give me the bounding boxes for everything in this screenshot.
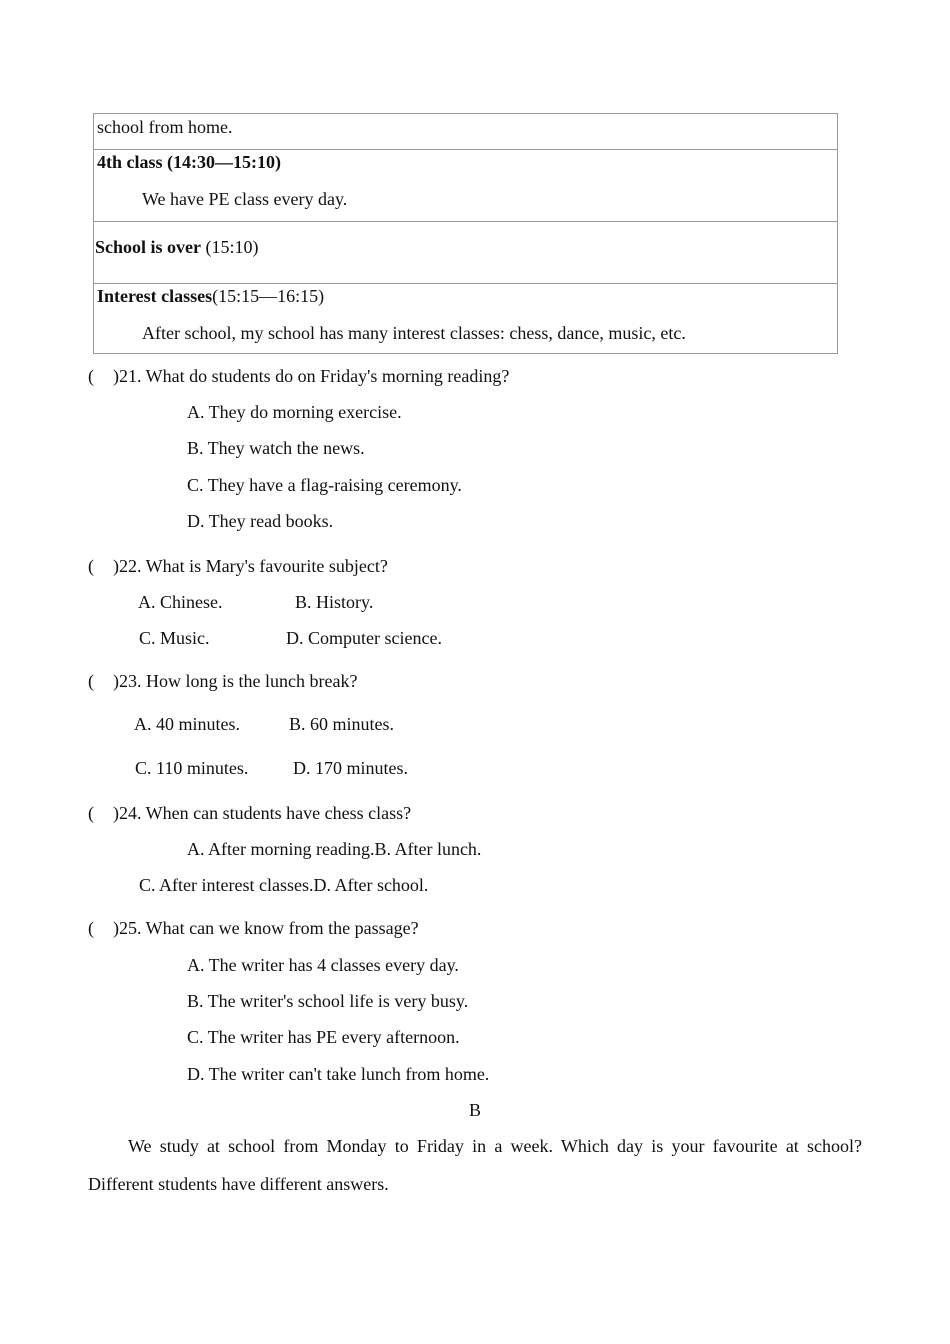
answer-bracket: ( [88,556,94,576]
question-25 [88,918,419,940]
passage-line-2: Different students have different answers. [88,1174,389,1194]
option-25-d: D. The writer can't take lunch from home. [187,1064,490,1084]
option-21-c: C. They have a flag-raising ceremony. [187,475,462,495]
question-text: )21. What do students do on Friday's morning reading? [113,366,510,386]
table-row-4-text: After school, my school has many interest classes: chess, dance, music, etc. [142,323,686,343]
table-row-3-time: (15:10) [201,237,259,257]
answer-bracket: ( [88,803,94,823]
option-21-b: B. They watch the news. [187,438,365,458]
question-text: )22. What is Mary's favourite subject? [113,556,388,576]
answer-bracket: ( [88,671,94,691]
question-23 [88,671,357,693]
option-23-b: B. 60 minutes. [289,714,395,734]
table-row-4-time: (15:15—16:15) [212,286,325,306]
option-21-a: A. They do morning exercise. [187,402,402,422]
table-row-1-text: school from home. [97,117,233,137]
table-divider [94,283,837,284]
table-divider [94,149,837,150]
option-22-b: B. History. [295,592,374,612]
question-text: )25. What can we know from the passage? [113,918,419,938]
answer-bracket: ( [88,918,94,938]
option-23-d: D. 170 minutes. [293,758,408,778]
answer-bracket: ( [88,366,94,386]
section-heading: B [468,1100,481,1120]
question-21 [88,366,509,388]
option-24-ab: A. After morning reading.B. After lunch. [187,839,482,859]
option-22-a: A. Chinese. [138,592,223,612]
option-23-c: C. 110 minutes. [135,758,249,778]
table-row-2-text: We have PE class every day. [142,189,348,209]
table-row-3-title: School is over [95,237,201,257]
question-24 [88,803,411,825]
table-row-4 [97,286,324,308]
table-row-4-title: Interest classes [97,286,213,306]
question-text: )23. How long is the lunch break? [113,671,358,691]
option-21-d: D. They read books. [187,511,334,531]
option-25-a: A. The writer has 4 classes every day. [187,955,459,975]
option-23-a: A. 40 minutes. [134,714,240,734]
table-divider [94,221,837,222]
table-row-2-title: 4th class (14:30—15:10) [97,152,281,172]
schedule-table [93,113,838,354]
question-text: )24. When can students have chess class? [113,803,412,823]
option-24-cd: C. After interest classes.D. After school. [139,875,429,895]
option-25-b: B. The writer's school life is very busy. [187,991,469,1011]
table-row-3 [95,237,259,259]
option-22-c: C. Music. [139,628,210,648]
option-22-d: D. Computer science. [286,628,442,648]
option-25-c: C. The writer has PE every afternoon. [187,1027,460,1047]
question-22 [88,556,388,578]
passage-line-1: We study at school from Monday to Friday in a week. Which day is your favourite at school? [128,1136,862,1156]
